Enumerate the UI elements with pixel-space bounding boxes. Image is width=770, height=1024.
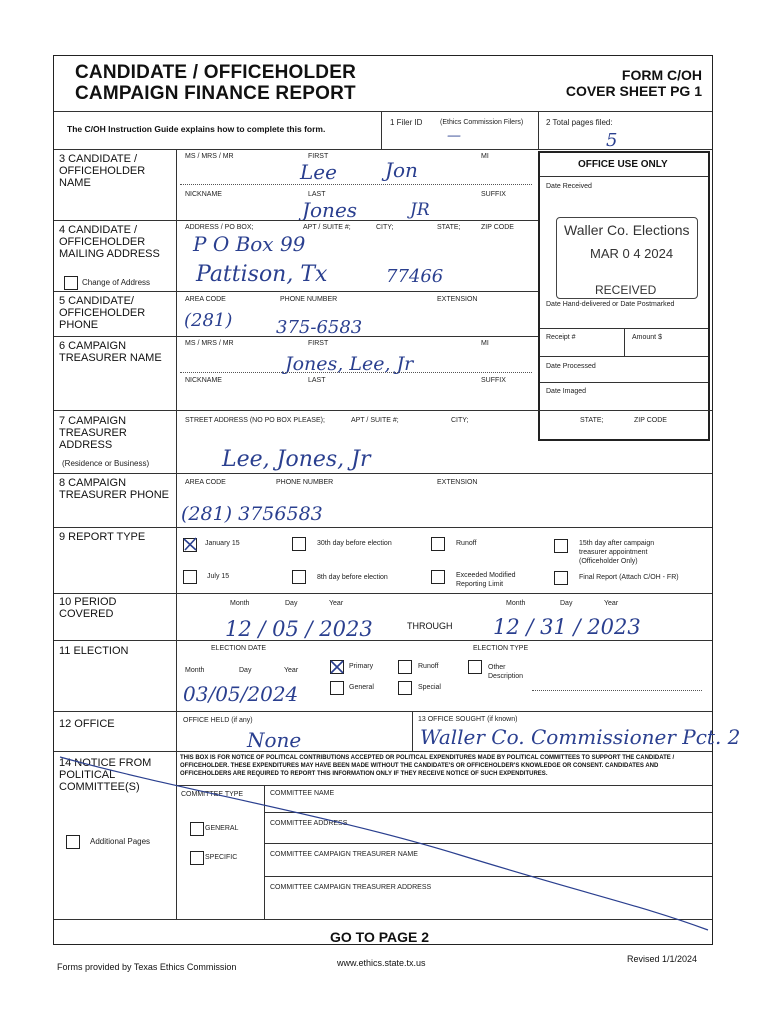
- s10-through: THROUGH: [407, 621, 453, 631]
- committee-treasurer-address-label: COMMITTEE CAMPAIGN TREASURER ADDRESS: [270, 884, 432, 891]
- s13-value[interactable]: Waller Co. Commissioner Pct. 2: [420, 725, 741, 749]
- s6-ms: MS / MRS / MR: [185, 340, 234, 347]
- s11-day: Day: [239, 667, 252, 674]
- s4-label: 4 CANDIDATE / OFFICEHOLDER MAILING ADDRESS: [59, 224, 160, 260]
- s7-state: STATE;: [580, 417, 604, 424]
- total-pages-value[interactable]: 5: [606, 130, 618, 151]
- runoff-report-label: Runoff: [456, 540, 477, 547]
- s5-area-value[interactable]: (281): [184, 310, 233, 331]
- special-election-label: Special: [418, 684, 441, 691]
- s10-year: Year: [329, 600, 344, 607]
- s10-year-2: Year: [604, 600, 619, 607]
- committee-specific-label: SPECIFIC: [205, 854, 238, 861]
- s5-phone-value[interactable]: 375-6583: [276, 317, 363, 338]
- stamp-date: MAR 0 4 2024: [590, 246, 674, 261]
- july15-label: July 15: [207, 573, 230, 580]
- eighth-day-label: 8th day before election: [317, 574, 388, 581]
- s10-month: Month: [230, 600, 250, 607]
- s10-day: Day: [285, 600, 298, 607]
- general-election-label: General: [349, 684, 374, 691]
- date-received-label: Date Received: [546, 183, 592, 190]
- total-pages-label: 2 Total pages filed:: [546, 118, 613, 127]
- additional-pages-label: Additional Pages: [90, 837, 151, 846]
- s5-area: AREA CODE: [185, 296, 226, 303]
- committee-general-label: GENERAL: [205, 825, 239, 832]
- form-title-line1: CANDIDATE / OFFICEHOLDER: [75, 62, 356, 83]
- runoff-election-label: Runoff: [418, 663, 439, 670]
- committee-address-label: COMMITTEE ADDRESS: [270, 820, 348, 827]
- s14-label: 14 NOTICE FROM POLITICAL COMMITTEE(S): [59, 757, 152, 793]
- s3-ms: MS / MRS / MR: [185, 153, 234, 160]
- s7-street: STREET ADDRESS (NO PO BOX PLEASE);: [185, 417, 325, 424]
- s3-nickname: NICKNAME: [185, 191, 222, 198]
- s3-first: FIRST: [308, 153, 329, 160]
- s11-election-date: ELECTION DATE: [211, 645, 267, 652]
- s3-suffix: SUFFIX: [481, 191, 506, 198]
- s8-phone: PHONE NUMBER: [276, 479, 334, 486]
- date-processed-label: Date Processed: [546, 363, 596, 370]
- s10-day-2: Day: [560, 600, 573, 607]
- go-to-page-2[interactable]: GO TO PAGE 2: [330, 929, 430, 945]
- s6-nickname: NICKNAME: [185, 377, 222, 384]
- footer-provided: Forms provided by Texas Ethics Commission: [57, 962, 237, 972]
- stamp-county: Waller Co. Elections: [564, 222, 690, 238]
- stamp-received: RECEIVED: [595, 283, 657, 297]
- hand-delivered-label: Date Hand-delivered or Date Postmarked: [546, 301, 675, 308]
- form-id-line1: FORM C/OH: [621, 67, 702, 83]
- exceeded-limit-label: Exceeded Modified Reporting Limit: [456, 572, 516, 588]
- office-use-title: OFFICE USE ONLY: [578, 159, 668, 170]
- s6-suffix: SUFFIX: [481, 377, 506, 384]
- s14-notice: THIS BOX IS FOR NOTICE OF POLITICAL CONTRIBUTIONS ACCEPTED OR POLITICAL EXPENDITURES MADE BY POLITICAL COMMITTEES TO SUPPORT THE CANDIDATE / OFFICEHOLDER. THESE EXPENDITURES MAY HAVE BEEN MADE WITHOUT THE CANDIDATE'S OR OFFICEHOLDER'S KNOWLEDGE OR CONSENT. CANDIDATES AND OFFICEHOLDERS ARE REQUIRED TO REPORT THIS INFORMATION ONLY IF THEY RECEIVE NOTICE OF SUCH EXPENDITURES.: [180, 755, 675, 777]
- s3-first-value[interactable]: Lee: [300, 160, 337, 184]
- s11-label: 11 ELECTION: [59, 645, 129, 657]
- receipt-label: Receipt #: [546, 334, 576, 341]
- s12-held: OFFICE HELD (if any): [183, 717, 253, 724]
- s6-first: FIRST: [308, 340, 329, 347]
- s10-from-value[interactable]: 12 / 05 / 2023: [225, 617, 373, 641]
- fifteenth-day-label: 15th day after campaign treasurer appointment (Officeholder Only): [579, 540, 655, 565]
- thirty-day-label: 30th day before election: [317, 540, 392, 547]
- form-title-line2: CAMPAIGN FINANCE REPORT: [75, 83, 356, 104]
- filer-id-value[interactable]: —: [447, 128, 461, 144]
- final-report-label: Final Report (Attach C/OH - FR): [579, 574, 679, 581]
- s7-label: 7 CAMPAIGN TREASURER ADDRESS: [59, 415, 127, 451]
- s6-last: LAST: [308, 377, 326, 384]
- s3-mi-value[interactable]: Jon: [385, 158, 418, 182]
- s7-city: CITY;: [451, 417, 469, 424]
- s6-value[interactable]: Jones, Lee, Jr: [285, 353, 414, 375]
- s5-label: 5 CANDIDATE/ OFFICEHOLDER PHONE: [59, 295, 146, 331]
- s4-state: STATE;: [437, 224, 461, 231]
- committee-name-label: COMMITTEE NAME: [270, 790, 335, 797]
- s8-ext: EXTENSION: [437, 479, 478, 486]
- s4-zip: ZIP CODE: [481, 224, 514, 231]
- s3-suffix-value[interactable]: JR: [410, 200, 430, 220]
- s4-apt: APT / SUITE #;: [303, 224, 351, 231]
- committee-treasurer-name-label: COMMITTEE CAMPAIGN TREASURER NAME: [270, 851, 418, 858]
- footer-revised: Revised 1/1/2024: [627, 954, 698, 964]
- committee-type-label: COMMITTEE TYPE: [181, 791, 244, 798]
- s6-label: 6 CAMPAIGN TREASURER NAME: [59, 340, 162, 364]
- amount-label: Amount $: [632, 334, 662, 341]
- date-imaged-label: Date Imaged: [546, 388, 587, 395]
- jan15-label: January 15: [205, 540, 240, 547]
- s8-label: 8 CAMPAIGN TREASURER PHONE: [59, 477, 170, 501]
- s4-zip-value[interactable]: 77466: [386, 266, 444, 287]
- s5-ext: EXTENSION: [437, 296, 478, 303]
- s3-last: LAST: [308, 191, 326, 198]
- s8-value[interactable]: (281) 3756583: [181, 503, 323, 525]
- instruction-text: The C/OH Instruction Guide explains how to complete this form.: [67, 124, 326, 134]
- other-election-label: Other Description: [488, 664, 524, 680]
- s8-area: AREA CODE: [185, 479, 226, 486]
- s9-label: 9 REPORT TYPE: [59, 531, 146, 543]
- s5-phone: PHONE NUMBER: [280, 296, 338, 303]
- s10-month-2: Month: [506, 600, 526, 607]
- s3-last-value[interactable]: Jones: [302, 198, 358, 222]
- s11-date-value[interactable]: 03/05/2024: [183, 682, 299, 706]
- s3-mi: MI: [481, 153, 489, 160]
- s11-election-type: ELECTION TYPE: [473, 645, 529, 652]
- s11-year: Year: [284, 667, 299, 674]
- s7-sub: (Residence or Business): [62, 459, 150, 468]
- form-id-line2: COVER SHEET PG 1: [565, 83, 702, 99]
- s7-apt: APT / SUITE #;: [351, 417, 399, 424]
- footer-url[interactable]: www.ethics.state.tx.us: [337, 958, 426, 968]
- filer-id-note: (Ethics Commission Filers): [440, 119, 524, 126]
- s11-month: Month: [185, 667, 205, 674]
- primary-label: Primary: [349, 663, 374, 670]
- s13-label: 13 OFFICE SOUGHT (if known): [418, 716, 518, 723]
- s4-address-value[interactable]: P O Box 99: [193, 232, 306, 256]
- filer-id-label: 1 Filer ID: [390, 118, 423, 127]
- s7-value[interactable]: Lee, Jones, Jr: [222, 447, 371, 472]
- s4-address: ADDRESS / PO BOX;: [185, 224, 254, 231]
- s12-label: 12 OFFICE: [59, 718, 115, 730]
- s12-held-value[interactable]: None: [247, 728, 302, 752]
- s10-to-value[interactable]: 12 / 31 / 2023: [493, 615, 641, 639]
- s6-mi: MI: [481, 340, 489, 347]
- s7-zip: ZIP CODE: [634, 417, 667, 424]
- s3-label: 3 CANDIDATE / OFFICEHOLDER NAME: [59, 153, 146, 189]
- s10-label: 10 PERIOD COVERED: [59, 596, 117, 620]
- change-of-address-label: Change of Address: [82, 278, 151, 287]
- s4-city: CITY;: [376, 224, 394, 231]
- s4-city-value[interactable]: Pattison, Tx: [196, 262, 328, 287]
